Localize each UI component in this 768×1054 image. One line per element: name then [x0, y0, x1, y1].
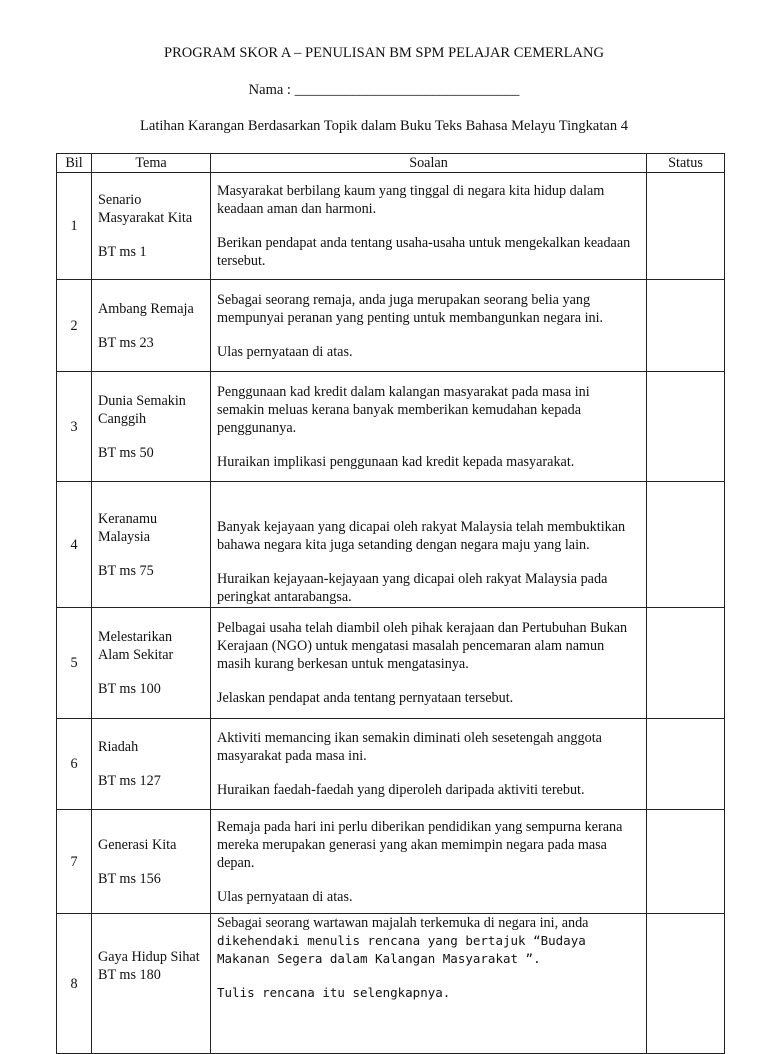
table-header-row — [57, 154, 725, 173]
soalan-task: Jelaskan pendapat anda tentang pernyataan tersebut. — [217, 690, 514, 706]
soalan-task: Tulis rencana itu selengkapnya. — [217, 985, 451, 1000]
table-row — [57, 914, 725, 1054]
bil-cell: 6 — [57, 719, 92, 810]
soalan-task: Ulas pernyataan di atas. — [217, 888, 353, 905]
status-cell[interactable] — [647, 810, 725, 914]
tema-cell — [92, 173, 211, 280]
tema-text: Senario Masyarakat Kita — [98, 192, 193, 226]
status-cell[interactable] — [647, 719, 725, 810]
table-row — [57, 810, 725, 914]
bt-ref: BT ms 127 — [98, 773, 161, 789]
soalan-task: Huraikan kejayaan-kejayaan yang dicapai oleh rakyat Malaysia pada peringkat antarabangsa. — [217, 571, 608, 605]
status-cell[interactable] — [647, 608, 725, 719]
table-row — [57, 280, 725, 372]
soalan-cell — [211, 719, 647, 810]
document-title: PROGRAM SKOR A – PENULISAN BM SPM PELAJAR CEMERLANG — [164, 45, 604, 61]
soalan-cell — [211, 372, 647, 482]
table-row — [57, 372, 725, 482]
bil-cell: 7 — [57, 810, 92, 914]
status-cell[interactable] — [647, 914, 725, 1054]
tema-cell — [92, 280, 211, 372]
status-cell[interactable] — [647, 280, 725, 372]
tema-cell — [92, 372, 211, 482]
bt-ref: BT ms 1 — [98, 244, 147, 260]
soalan-statement: Banyak kejayaan yang dicapai oleh rakyat Malaysia telah membuktikan bahawa negara kita juga setanding dengan negara maju yang lain. — [217, 519, 626, 553]
header-status: Status — [647, 154, 725, 173]
soalan-cell — [211, 914, 647, 1054]
bt-ref: BT ms 156 — [98, 870, 161, 887]
bil-cell: 3 — [57, 372, 92, 482]
tema-text: Generasi Kita — [98, 836, 177, 853]
table-row — [57, 173, 725, 280]
soalan-cell — [211, 482, 647, 608]
tema-text: Ambang Remaja — [98, 300, 194, 317]
status-cell[interactable] — [647, 173, 725, 280]
tema-cell — [92, 719, 211, 810]
soalan-task: Huraikan faedah-faedah yang diperoleh daripada aktiviti terebut. — [217, 782, 585, 798]
soalan-task: Huraikan implikasi penggunaan kad kredit kepada masyarakat. — [217, 453, 575, 470]
soalan-task: Ulas pernyataan di atas. — [217, 343, 353, 360]
bt-ref: BT ms 75 — [98, 562, 154, 579]
soalan-statement: Penggunaan kad kredit dalam kalangan masyarakat pada masa ini semakin meluas kerana banyak memberikan kemudahan kepada penggunanya. — [217, 383, 590, 436]
soalan-task: Berikan pendapat anda tentang usaha-usaha untuk mengekalkan keadaan tersebut. — [217, 235, 631, 269]
tema-text: Melestarikan Alam Sekitar — [98, 629, 174, 663]
table-row — [57, 608, 725, 719]
soalan-cell — [211, 608, 647, 719]
tema-cell — [92, 914, 211, 1054]
tema-cell — [92, 810, 211, 914]
table-row — [57, 482, 725, 608]
bt-ref: BT ms 100 — [98, 681, 161, 697]
soalan-cell — [211, 810, 647, 914]
status-cell[interactable] — [647, 372, 725, 482]
soalan-cell — [211, 280, 647, 372]
soalan-statement-cont: dikehendaki menulis rencana yang bertajuk “Budaya Makanan Segera dalam Kalangan Masyarakat ”. — [217, 933, 586, 966]
tema-text: Keranamu Malaysia — [98, 510, 158, 545]
bil-cell: 1 — [57, 173, 92, 280]
soalan-statement: Sebagai seorang wartawan majalah terkemuka di negara ini, anda — [217, 915, 589, 931]
bil-cell: 5 — [57, 608, 92, 719]
header-tema: Tema — [92, 154, 211, 173]
soalan-statement: Sebagai seorang remaja, anda juga merupakan seorang belia yang mempunyai peranan yang penting untuk membangunkan negara ini. — [217, 291, 604, 326]
tema-cell — [92, 608, 211, 719]
name-line: Nama : _______________________________ — [248, 82, 520, 98]
soalan-statement: Masyarakat berbilang kaum yang tinggal di negara kita hidup dalam keadaan aman dan harmoni. — [217, 183, 605, 217]
header-bil: Bil — [57, 154, 92, 173]
tema-cell — [92, 482, 211, 608]
bt-ref: BT ms 23 — [98, 334, 154, 351]
tema-text: Gaya Hidup Sihat BT ms 180 — [98, 949, 200, 983]
topic-table — [56, 153, 725, 1054]
tema-text: Dunia Semakin Canggih — [98, 392, 186, 427]
soalan-cell — [211, 173, 647, 280]
bil-cell: 2 — [57, 280, 92, 372]
soalan-statement: Aktiviti memancing ikan semakin diminati oleh sesetengah anggota masyarakat pada masa ini. — [217, 730, 602, 764]
bt-ref: BT ms 50 — [98, 444, 154, 461]
bil-cell: 8 — [57, 914, 92, 1054]
soalan-statement: Pelbagai usaha telah diambil oleh pihak kerajaan dan Pertubuhan Bukan Kerajaan (NGO) untuk mengatasi masalah pencemaran alam namun masih kurang berkesan untuk mengatasinya. — [217, 620, 628, 672]
status-cell[interactable] — [647, 482, 725, 608]
bil-cell: 4 — [57, 482, 92, 608]
table-row — [57, 719, 725, 810]
document-subtitle: Latihan Karangan Berdasarkan Topik dalam Buku Teks Bahasa Melayu Tingkatan 4 — [140, 118, 628, 134]
tema-text: Riadah — [98, 739, 139, 755]
soalan-statement: Remaja pada hari ini perlu diberikan pendidikan yang sempurna kerana mereka merupakan generasi yang akan memimpin negara pada masa depan. — [217, 818, 623, 871]
header-soalan: Soalan — [211, 154, 647, 173]
